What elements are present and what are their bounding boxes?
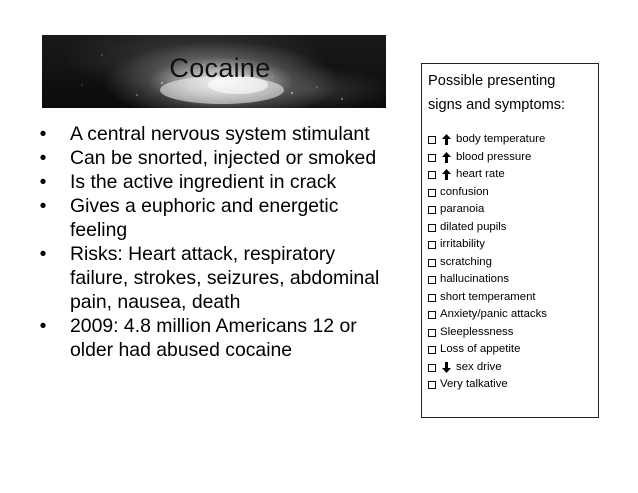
symptom-item bbox=[428, 219, 598, 237]
symptom-item bbox=[428, 271, 598, 289]
symptom-label: sex drive bbox=[456, 360, 502, 373]
bullet-dot-icon: • bbox=[39, 243, 47, 265]
checkbox-icon bbox=[428, 189, 436, 197]
symptom-label: Sleeplessness bbox=[440, 325, 514, 338]
symptom-item bbox=[428, 359, 598, 377]
bullet-dot-icon: • bbox=[39, 315, 47, 337]
symptom-label: heart rate bbox=[456, 168, 505, 180]
up-arrow-icon bbox=[442, 134, 451, 145]
up-arrow-icon bbox=[442, 169, 451, 180]
symptom-item bbox=[428, 166, 598, 184]
cocaine-header-image bbox=[42, 35, 386, 108]
symptom-label: Very talkative bbox=[440, 378, 508, 390]
checkbox-icon bbox=[428, 259, 436, 267]
down-arrow-icon bbox=[442, 362, 451, 373]
checkbox-icon bbox=[428, 294, 436, 302]
symptom-item bbox=[428, 376, 598, 394]
bullet-item: • Is the active ingredient in crack bbox=[34, 170, 394, 194]
bullet-item: • Risks: Heart attack, respiratory failure, strokes, seizures, abdominal pain, nausea, death bbox=[34, 242, 394, 314]
symptom-item bbox=[428, 306, 598, 324]
bullet-dot-icon: • bbox=[39, 195, 47, 217]
checkbox-icon bbox=[428, 206, 436, 214]
symptom-label: Anxiety/panic attacks bbox=[440, 308, 547, 320]
bullet-item: • 2009: 4.8 million Americans 12 or older had abused cocaine bbox=[34, 314, 394, 362]
symptoms-box bbox=[421, 63, 599, 418]
checkbox-icon bbox=[428, 276, 436, 284]
bullet-dot-icon: • bbox=[39, 147, 47, 169]
symptoms-box-title: Possible presenting signs and symptoms: bbox=[428, 73, 566, 113]
symptom-label: irritability bbox=[440, 238, 485, 250]
checkbox-icon bbox=[428, 381, 436, 389]
bullet-item: • A central nervous system stimulant bbox=[34, 122, 394, 146]
symptom-item bbox=[428, 236, 598, 254]
checkbox-icon bbox=[428, 171, 436, 179]
bullet-dot-icon: • bbox=[39, 123, 47, 145]
symptom-label: confusion bbox=[440, 185, 489, 198]
symptoms-checklist bbox=[428, 131, 598, 394]
checkbox-icon bbox=[428, 241, 436, 249]
bullet-item: • Gives a euphoric and energetic feeling bbox=[34, 194, 394, 242]
slide-title: Cocaine bbox=[169, 53, 271, 83]
symptom-item bbox=[428, 149, 598, 167]
symptom-label: hallucinations bbox=[440, 273, 510, 285]
symptom-label: paranoia bbox=[440, 203, 485, 215]
symptom-label: body temperature bbox=[456, 133, 546, 145]
bullet-dot-icon: • bbox=[39, 171, 47, 193]
checkbox-icon bbox=[428, 136, 436, 144]
checkbox-icon bbox=[428, 329, 436, 337]
bullet-list bbox=[34, 122, 394, 362]
checkbox-icon bbox=[428, 311, 436, 319]
symptom-item bbox=[428, 201, 598, 219]
up-arrow-icon bbox=[442, 152, 451, 163]
symptom-item bbox=[428, 341, 598, 359]
symptom-item bbox=[428, 184, 598, 202]
checkbox-icon bbox=[428, 154, 436, 162]
bullet-item: • Can be snorted, injected or smoked bbox=[34, 146, 394, 170]
symptom-item bbox=[428, 289, 598, 307]
checkbox-icon bbox=[428, 364, 436, 372]
symptom-item bbox=[428, 324, 598, 342]
symptom-label: scratching bbox=[440, 255, 492, 268]
symptom-label: Loss of appetite bbox=[440, 343, 521, 355]
symptom-label: dilated pupils bbox=[440, 220, 507, 233]
checkbox-icon bbox=[428, 224, 436, 232]
checkbox-icon bbox=[428, 346, 436, 354]
symptom-label: short temperament bbox=[440, 290, 536, 303]
symptom-item bbox=[428, 254, 598, 272]
symptom-label: blood pressure bbox=[456, 150, 532, 163]
symptom-item bbox=[428, 131, 598, 149]
